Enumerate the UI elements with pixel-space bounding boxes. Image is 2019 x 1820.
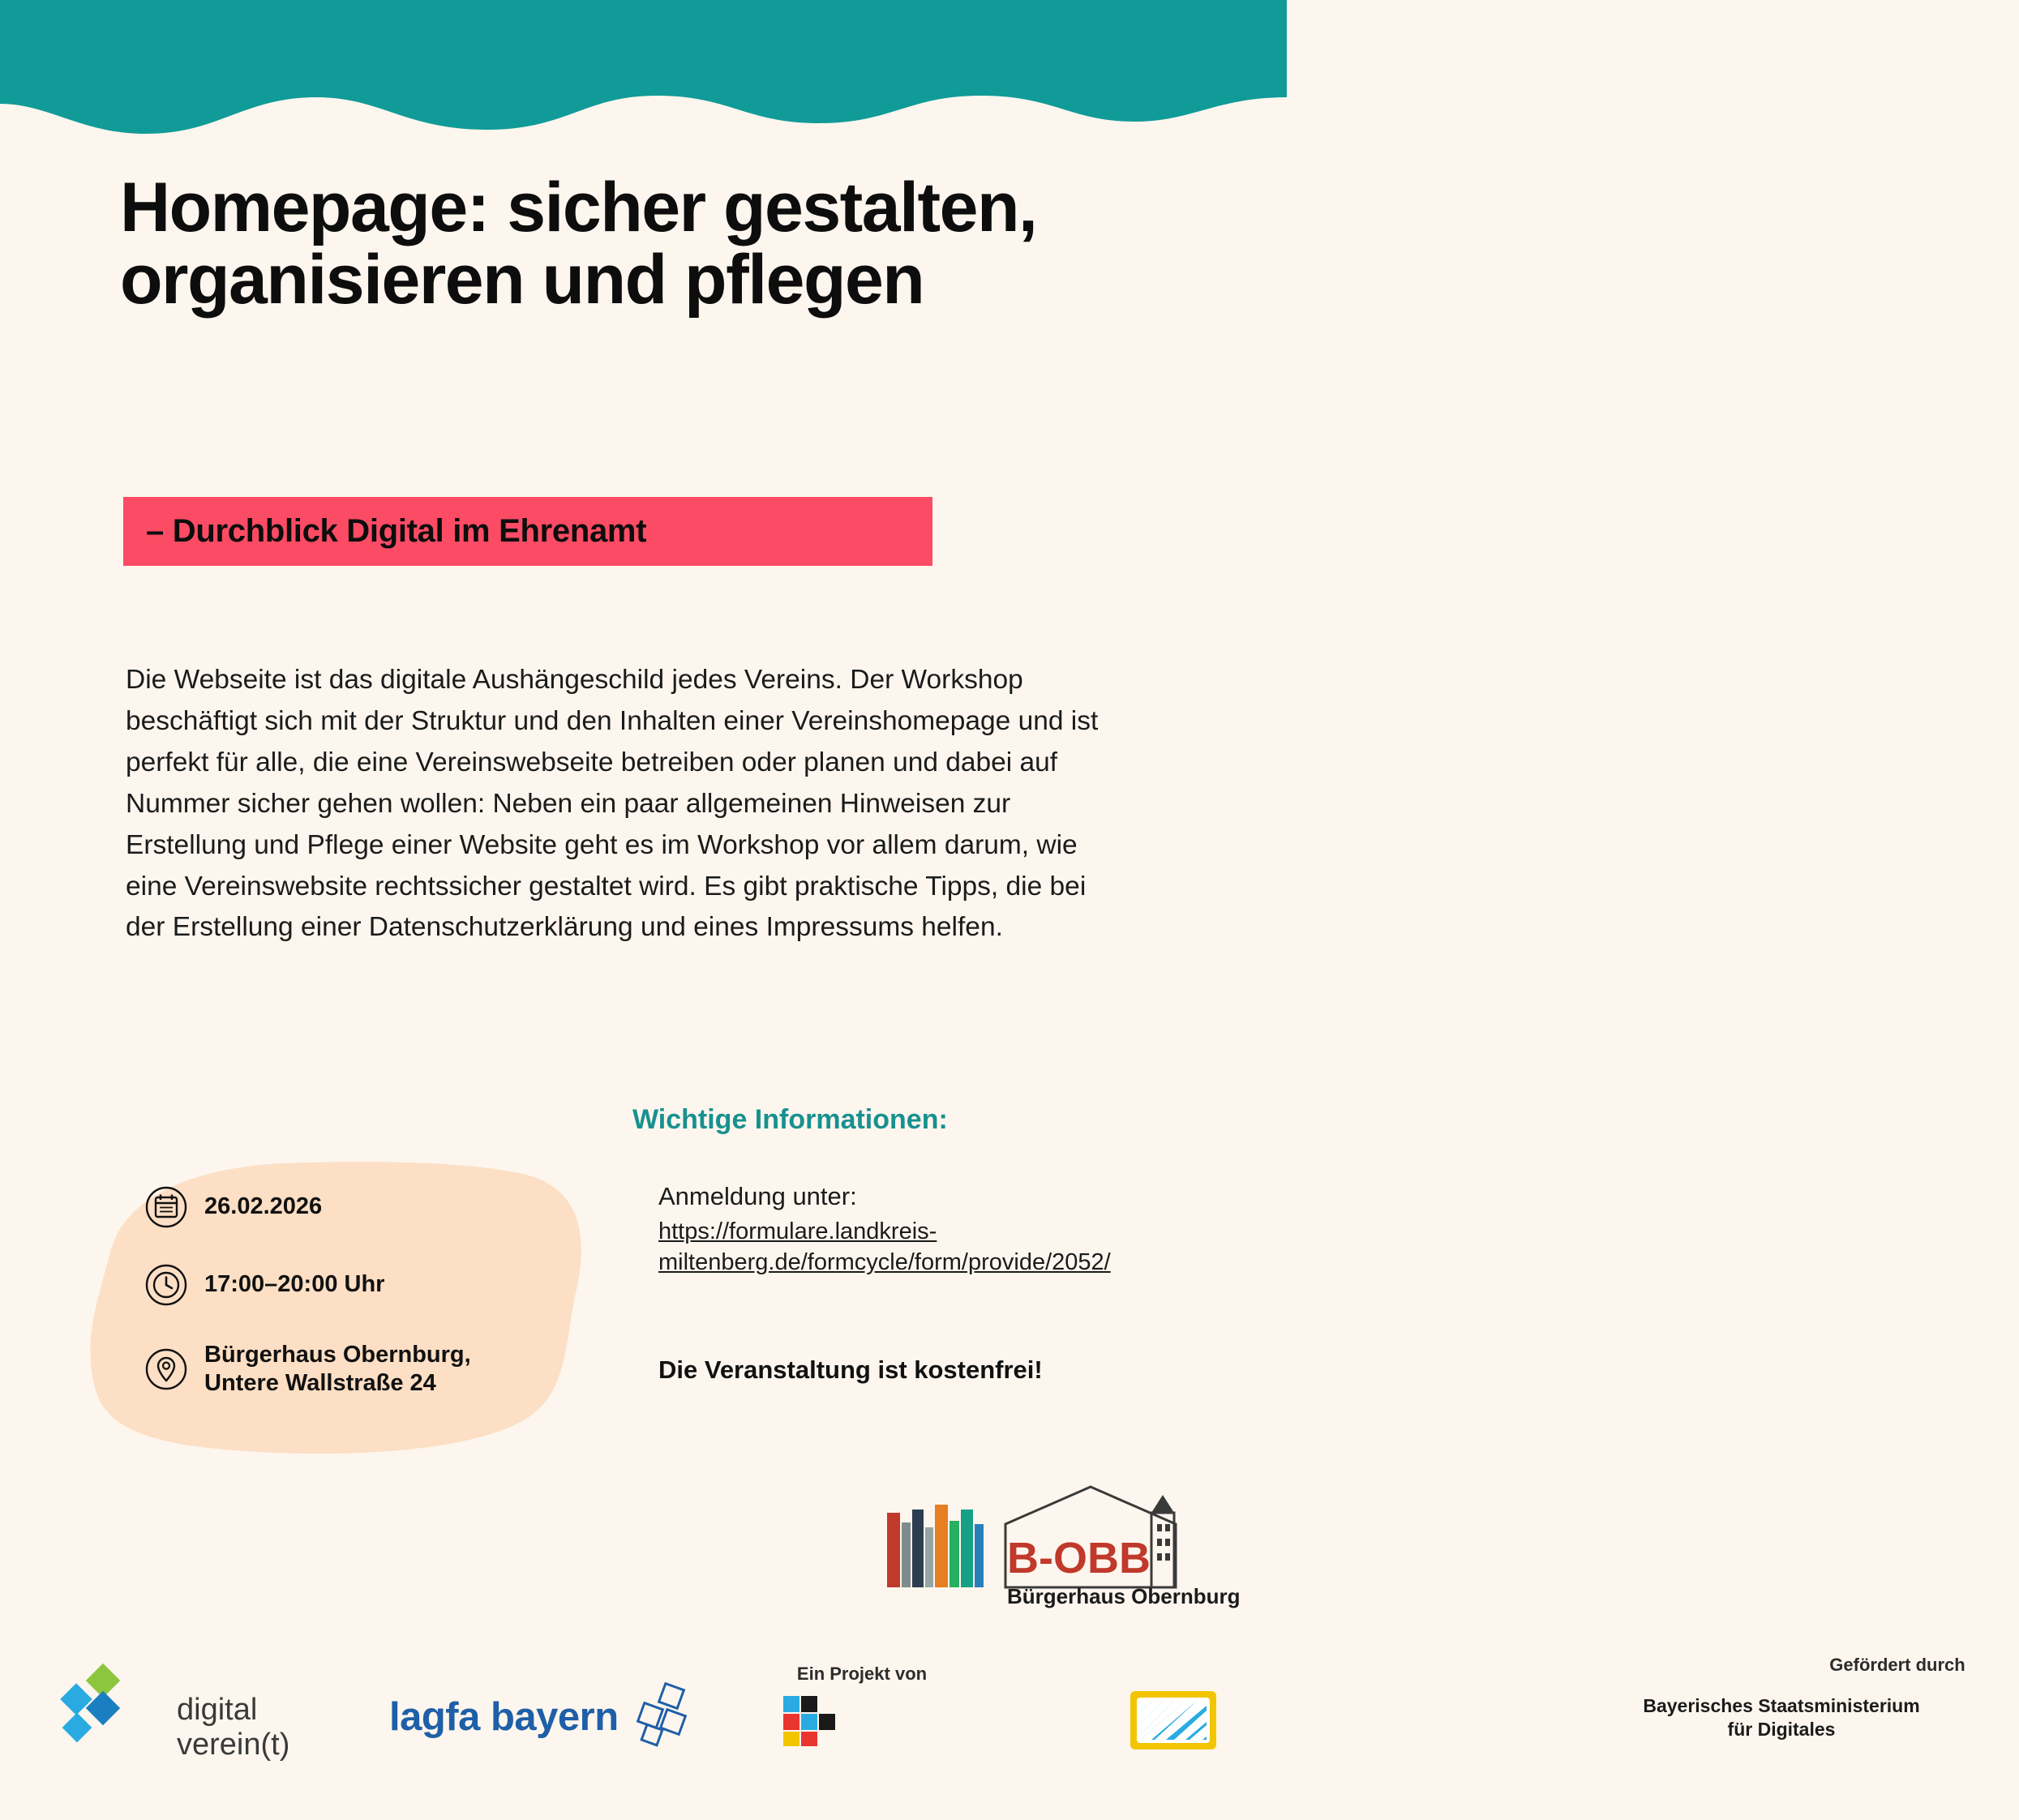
top-wave-decoration — [0, 0, 1287, 170]
description-paragraph: Die Webseite ist das digitale Aushängeschild jedes Vereins. Der Workshop beschäftigt sich mit der Struktur und den Inhalten einer Vereinshomepage und ist perfekt für alle, die eine Vereinswebseite betreiben oder planen und dabei auf Nummer sicher gehen wollen: Neben ein paar allgemeinen Hinweisen zur Erstellung und Pflege einer Website geht es im Workshop vor allem darum, wie eine Vereinswebsite rechtssicher gestaltet wird. Es gibt praktische Tipps, die bei der Erstellung einer Datenschutzerklärung und eines Impressums helfen. — [126, 665, 1099, 943]
subtitle-text: – Durchblick Digital im Ehrenamt — [146, 513, 647, 549]
event-facts-list — [144, 1185, 566, 1398]
digital-vereint-wordmark — [177, 1693, 289, 1762]
event-time: 17:00–20:00 Uhr — [204, 1271, 385, 1298]
map-pin-icon — [144, 1347, 188, 1391]
registration-link[interactable]: https://formulare.landkreis-miltenberg.de/formcycle/form/provide/2052/ — [658, 1218, 1111, 1276]
svg-text:Bürgerhaus Obernburg: Bürgerhaus Obernburg — [1007, 1584, 1241, 1608]
lagfa-bayern-logo — [373, 1646, 928, 1767]
bobb-logo — [884, 1474, 1265, 1636]
event-date: 26.02.2026 — [204, 1193, 323, 1220]
ministry-line2: für Digitales — [1727, 1719, 1836, 1741]
svg-text:B-OBB: B-OBB — [1007, 1534, 1151, 1582]
event-location-line2: Untere Wallstraße 24 — [204, 1370, 436, 1397]
calendar-icon — [144, 1185, 188, 1229]
subtitle-banner — [123, 497, 932, 566]
page-title: Homepage: sicher gestalten, organisieren und pflegen — [120, 169, 1037, 319]
event-location-line1: Bürgerhaus Obernburg, — [204, 1342, 471, 1368]
dv-line2: verein(t) — [177, 1727, 290, 1762]
event-location — [204, 1341, 471, 1398]
ministry-line1: Bayerisches Staatsministerium — [1643, 1695, 1920, 1716]
event-date-row — [144, 1185, 566, 1229]
event-location-row — [144, 1341, 566, 1398]
ministry-logo — [778, 1654, 1965, 1767]
dv-line1: digital — [177, 1693, 258, 1727]
funding-label: Gefördert durch — [1829, 1655, 1965, 1675]
digital-vereint-logo — [49, 1664, 292, 1761]
clock-icon — [144, 1263, 188, 1307]
ministry-name — [1640, 1694, 1923, 1742]
registration-label: Anmeldung unter: — [658, 1182, 857, 1210]
event-time-row — [144, 1263, 566, 1307]
important-info-title: Wichtige Informationen: — [632, 1104, 948, 1135]
project-label: Ein Projekt von — [796, 1664, 928, 1684]
footer-logos — [0, 1646, 1965, 1820]
lagfa-wordmark: lagfa bayern — [389, 1695, 619, 1739]
free-event-note: Die Veranstaltung ist kostenfrei! — [658, 1355, 1043, 1384]
